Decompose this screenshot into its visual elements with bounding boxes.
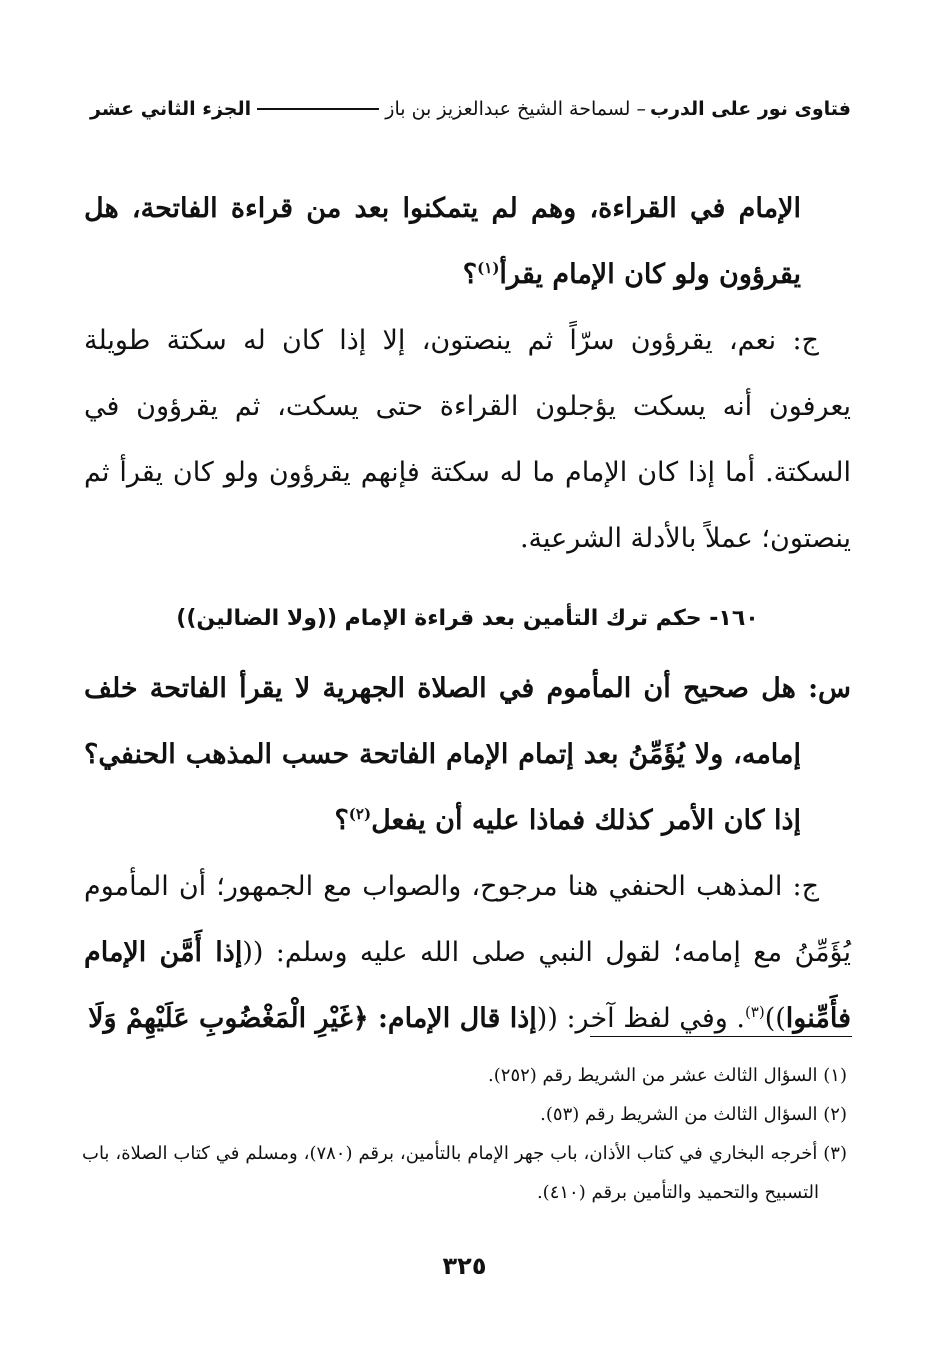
question-continued [84, 176, 851, 308]
footnote-3: (٣) أخرجه البخاري في كتاب الأذان، باب جهر الإمام بالتأمين، برقم (٧٨٠)، ومسلم في كتاب الصلاة، باب التسبيح والتحميد والتأمين برقم (٤١٠). [82, 1143, 847, 1203]
hadith-text-2: إذا قال الإمام: [377, 1003, 537, 1034]
header-author: – لسماحة الشيخ عبدالعزيز بن باز [385, 98, 646, 120]
page-number: ٣٢٥ [442, 1252, 487, 1280]
hadith-text-1: إذا أَمَّن الإمام فأَمِّنوا [84, 937, 851, 1034]
footnote-separator [590, 1036, 852, 1037]
question-prev-end: ؟ [462, 259, 478, 290]
footnote-2: (٢) السؤال الثالث من الشريط رقم (٥٣). [540, 1104, 847, 1125]
question-main-end: ؟ [334, 805, 349, 836]
section-title: ١٦٠- حكم ترك التأمين بعد قراءة الإمام ((ولا الضالين)) [176, 606, 759, 631]
answer-main-part1: ج: المذهب الحنفي هنا مرجوح، والصواب مع الجمهور؛ أن المأموم يُؤَمِّنُ مع إمامه؛ لقول النبي صلى الله عليه وسلم: (( [84, 871, 851, 968]
question-main [84, 656, 851, 854]
running-header [90, 92, 851, 126]
answer-main [84, 854, 851, 1052]
header-book-title: فتاوى نور على الدرب [650, 98, 851, 120]
footnote-ref-1: (١) [477, 259, 500, 277]
footnote-ref-3: (٣) [744, 1003, 765, 1021]
answer-main-part2: )) [764, 1003, 786, 1034]
footnote-1: (١) السؤال الثالث عشر من الشريط رقم (٢٥٢). [488, 1065, 847, 1086]
header-rule [257, 108, 379, 110]
answer-prev: ج: نعم، يقرؤون سرّاً ثم ينصتون، إلا إذا كان له سكتة طويلة يعرفون أنه يسكت يؤجلون القراءة حتى يسكت، ثم يقرؤون في السكتة. أما إذا كان الإمام ما له سكتة فإنهم يقرؤون ولو كان يقرأ ثم ينصتون؛ عملاً بالأدلة الشرعية. [84, 325, 851, 554]
footnotes [82, 1056, 847, 1212]
question-prev-text: الإمام في القراءة، وهم لم يتمكنوا بعد من قراءة الفاتحة، هل يقرؤون ولو كان الإمام يقرأ [84, 193, 801, 290]
question-main-text: س: هل صحيح أن المأموم في الصلاة الجهرية لا يقرأ الفاتحة خلف إمامه، ولا يُؤَمِّنُ بعد إتمام الإمام الفاتحة حسب المذهب الحنفي؟ إذا كان الأمر كذلك فماذا عليه أن يفعل [84, 673, 851, 836]
answer-main-part3: . وفي لفظ آخر: (( [536, 1003, 745, 1034]
quran-verse: ﴿غَيْرِ الْمَغْضُوبِ عَلَيْهِمْ وَلَا [88, 1003, 378, 1034]
page-body [84, 176, 851, 1052]
footnote-ref-2: (٢) [348, 805, 372, 823]
header-part: الجزء الثاني عشر [90, 98, 252, 120]
